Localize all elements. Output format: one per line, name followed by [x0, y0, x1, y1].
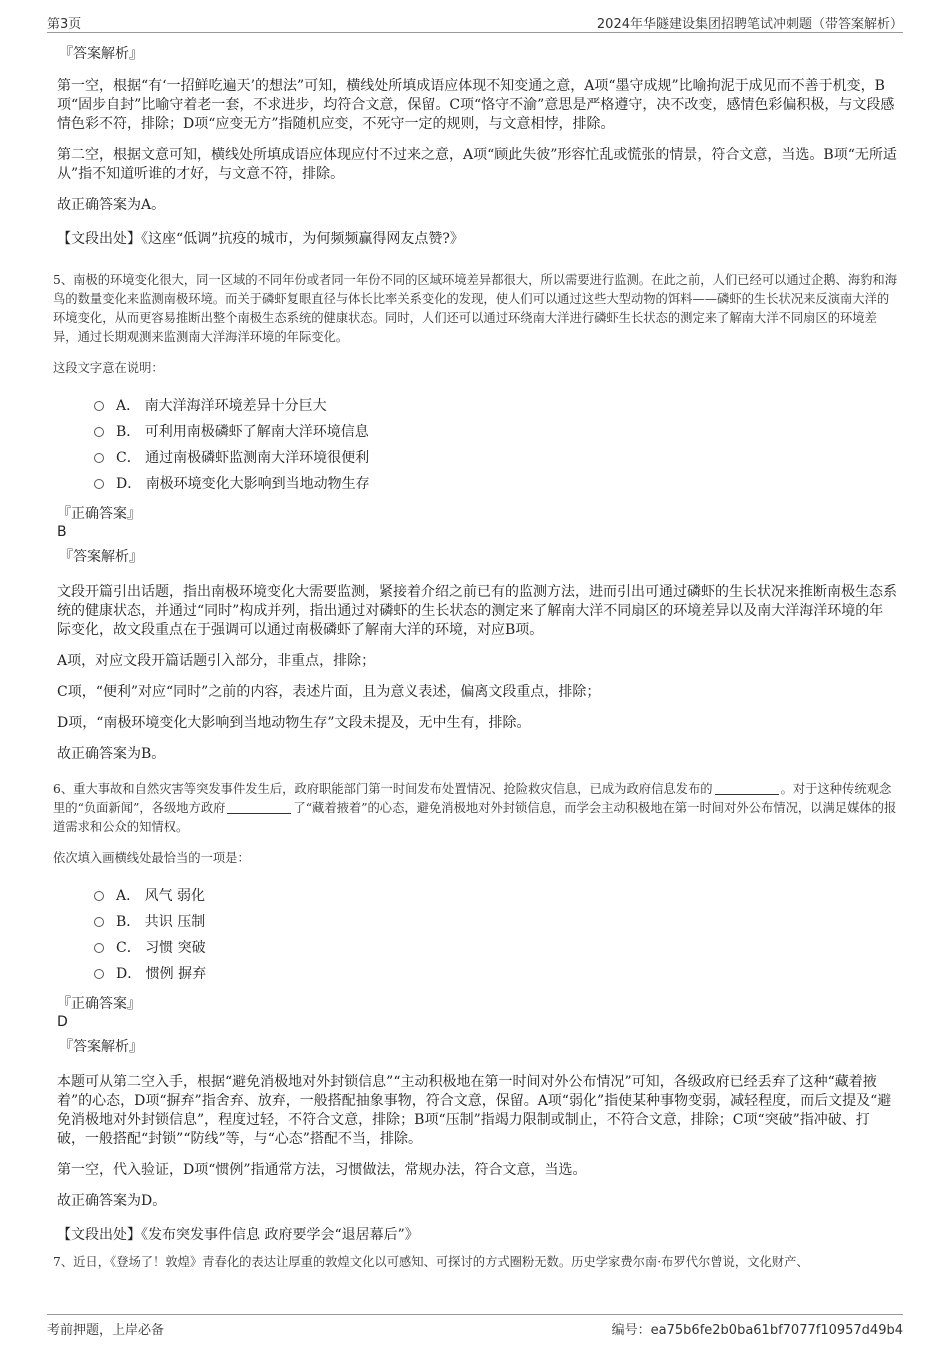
q4-analysis-label: 『答案解析』 — [59, 46, 143, 62]
radio-icon[interactable] — [94, 969, 104, 979]
q4-conclusion: 故正确答案为A。 — [57, 197, 166, 213]
q4-source: 【文段出处】《这座“低调”抗疫的城市，为何频频赢得网友点赞?》 — [57, 231, 464, 247]
q5-options — [94, 393, 897, 497]
q4-analysis-p1: 第一空，根据“有‘一招鲜吃遍天’的想法”可知，横线处所填成语应体现不知变通之意，A项“墨守成规”比喻拘泥于成见而不善于机变，B项“固步自封”比喻守着老一套，不求进步，均符合文意，保留。C项“恪守不渝”意思是严格遵守，决不改变，感情色彩偏积极，与文段感情色彩不符，排除；D项“应变无方”指随机应变，不死守一定的规则，与文意相悖，排除。 — [57, 78, 895, 132]
q6-stem: 6、重大事故和自然灾害等突发事件发生后，政府职能部门第一时间发布处置情况、抢险救灾信息，已成为政府信息发布的 。对于这种传统观念里的“负面新闻”，各级地方政府 了“藏着掖着”的心态，避免消极地对外封锁信息，而学会主动积极地在第一时间对外公布情况，以满足媒体的报道需求和公众的知情权。 — [53, 782, 897, 834]
q7-stem: 7、近日，《登场了！敦煌》青春化的表达让厚重的敦煌文化以可感知、可探讨的方式圈粉无数。历史学家费尔南·布罗代尔曾说，文化财产、 — [53, 1255, 809, 1269]
q6-conclusion: 故正确答案为D。 — [57, 1193, 167, 1209]
q5-analysis-p3: C项，“便利”对应“同时”之前的内容，表述片面，且为意义表述，偏离文段重点，排除； — [57, 684, 601, 700]
q4-analysis-p2: 第二空，根据文意可知，横线处所填成语应体现应付不过来之意，A项“顾此失彼”形容忙乱或慌张的情景，符合文意，当选。B项“无所适从”指不知道听谁的才好，与文意不符，排除。 — [57, 147, 897, 182]
q5-analysis-label: 『答案解析』 — [59, 549, 143, 565]
page-number: 第3页 — [47, 17, 82, 32]
radio-icon[interactable] — [94, 917, 104, 927]
q6-option-b[interactable]: B． 共识 压制 — [94, 909, 897, 935]
q6-option-d[interactable]: D． 惯例 摒弃 — [94, 961, 897, 987]
document-code: 编号：ea75b6fe2b0ba61bf7077f10957d49b4 — [611, 1323, 903, 1338]
q5-analysis-p2: A项，对应文段开篇话题引入部分，非重点，排除； — [57, 653, 376, 669]
blank-line — [715, 782, 779, 795]
footer-slogan: 考前押题，上岸必备 — [47, 1323, 165, 1338]
q5-answer: B — [57, 524, 67, 540]
page-header — [47, 10, 903, 33]
q5-analysis-p4: D项，“南极环境变化大影响到当地动物生存”文段未提及，无中生有，排除。 — [57, 715, 531, 731]
radio-icon[interactable] — [94, 427, 104, 437]
q6-option-a[interactable]: A． 风气 弱化 — [94, 883, 897, 909]
q6-correct-label: 『正确答案』 — [57, 996, 141, 1012]
q5-option-a[interactable]: A． 南大洋海洋环境差异十分巨大 — [94, 393, 897, 419]
radio-icon[interactable] — [94, 891, 104, 901]
q6-options — [94, 883, 897, 987]
q5-correct-label: 『正确答案』 — [57, 506, 141, 522]
document-title: 2024年华隧建设集团招聘笔试冲刺题（带答案解析） — [596, 17, 903, 32]
radio-icon[interactable] — [94, 943, 104, 953]
radio-icon[interactable] — [94, 453, 104, 463]
q5-option-d[interactable]: D． 南极环境变化大影响到当地动物生存 — [94, 471, 897, 497]
q5-option-b[interactable]: B． 可利用南极磷虾了解南大洋环境信息 — [94, 419, 897, 445]
q5-option-c[interactable]: C． 通过南极磷虾监测南大洋环境很便利 — [94, 445, 897, 471]
q6-answer: D — [57, 1014, 68, 1030]
radio-icon[interactable] — [94, 479, 104, 489]
q5-stem: 5、南极的环境变化很大，同一区域的不同年份或者同一年份不同的区域环境差异都很大，所以需要进行监测。在此之前，人们已经可以通过企鹅、海豹和海鸟的数量变化来监测南极环境。而关于磷虾复眼直径与体长比率关系变化的发现，使人们可以通过这些大型动物的饵料——磷虾的生长状况来反演南大洋的环境变化，从而更容易推断出整个南极生态系统的健康状态。同时，人们还可以通过环绕南大洋进行磷虾生长状态的测定来了解南大洋不同扇区的环境差异，通过长期观测来监测南大洋海洋环境的年际变化。 — [53, 273, 898, 344]
blank-line — [227, 801, 291, 814]
q6-option-c[interactable]: C． 习惯 突破 — [94, 935, 897, 961]
q6-analysis-p2: 第一空，代入验证，D项“惯例”指通常方法，习惯做法，常规办法，符合文意，当选。 — [57, 1162, 587, 1178]
radio-icon[interactable] — [94, 401, 104, 411]
page-content — [53, 44, 898, 1284]
q6-analysis-label: 『答案解析』 — [59, 1039, 143, 1055]
q6-analysis-p1: 本题可从第二空入手，根据“避免消极地对外封锁信息”“主动积极地在第一时间对外公布情况”可知，各级政府已经丢弃了这种“藏着掖着”的心态，D项“摒弃”指舍弃、放弃，一般搭配抽象事物，符合文意，保留。A项“弱化”指使某种事物变弱，减轻程度，而后文提及“避免消极地对外封锁信息”，程度过轻，不符合文意，排除；B项“压制”指竭力限制或制止，不符合文意，排除；C项“突破”指冲破、打破，一般搭配“封锁”“防线”等，与“心态”搭配不当，排除。 — [57, 1074, 892, 1147]
q5-prompt: 这段文字意在说明： — [53, 361, 164, 375]
q5-analysis-p1: 文段开篇引出话题，指出南极环境变化大需要监测，紧接着介绍之前已有的监测方法，进而引出可通过磷虾的生长状况来推断南极生态系统的健康状态，并通过“同时”构成并列，指出通过对磷虾的生长状态的测定来了解南大洋不同扇区的环境差异以及南大洋海洋环境的年际变化，故文段重点在于强调可以通过南极磷虾了解南大洋的环境，对应B项。 — [57, 584, 897, 638]
q5-conclusion: 故正确答案为B。 — [57, 746, 166, 762]
q6-prompt: 依次填入画横线处最恰当的一项是： — [53, 851, 250, 865]
q6-source: 【文段出处】《发布突发事件信息 政府要学会“退居幕后”》 — [57, 1227, 419, 1243]
page-footer — [47, 1314, 903, 1337]
